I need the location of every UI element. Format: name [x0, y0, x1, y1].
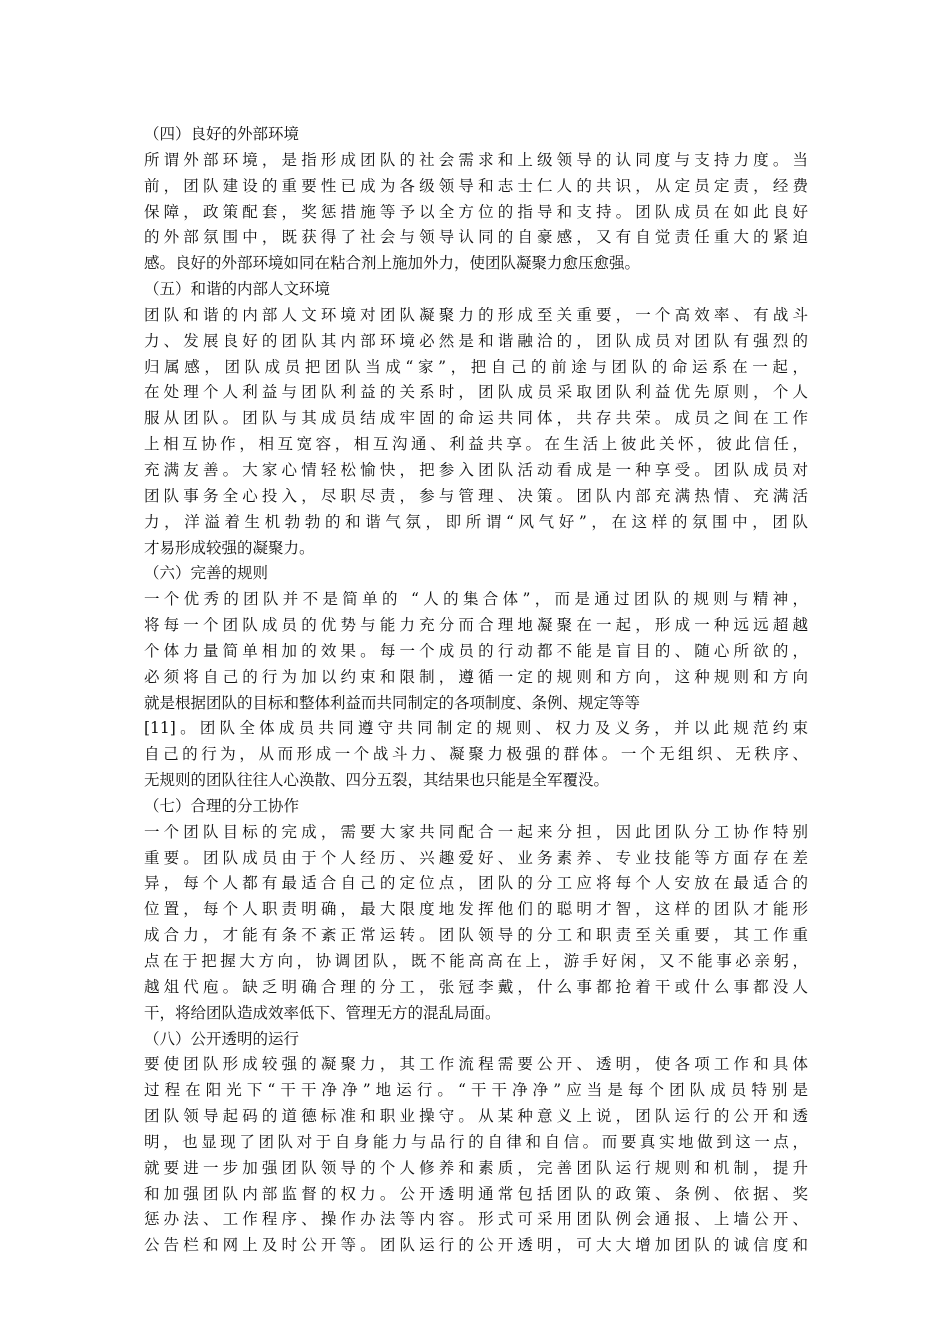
paragraph-line: 归属感，团队成员把团队当成“家”，把自己的前途与团队的命运系在一起， — [144, 357, 808, 376]
paragraph-line: 一个团队目标的完成，需要大家共同配合一起来分担，因此团队分工协作特别 — [144, 822, 808, 841]
paragraph-line: 团队和谐的内部人文环境对团队凝聚力的形成至关重要，一个高效率、有战斗 — [144, 305, 808, 324]
paragraph-line: 自己的行为，从而形成一个战斗力、凝聚力极强的群体。一个无组织、无秩序、 — [144, 745, 808, 764]
paragraph-line: 力、发展良好的团队其内部环境必然是和谐融洽的，团队成员对团队有强烈的 — [144, 331, 808, 350]
paragraph-line: 明，也显现了团队对于自身能力与品行的自律和自信。而要真实地做到这一点， — [144, 1132, 808, 1151]
paragraph-line: 干，将给团队造成效率低下、管理无方的混乱局面。 — [144, 1003, 501, 1022]
paragraph-line: 必须将自己的行为加以约束和限制，遵循一定的规则和方向，这种规则和方向 — [144, 667, 808, 686]
paragraph-line: 的外部氛围中，既获得了社会与领导认同的自豪感，又有自觉责任重大的紧迫 — [144, 228, 808, 247]
document-body — [144, 122, 808, 1259]
paragraph-line: 成合力，才能有条不紊正常运转。团队领导的分工和职责至关重要，其工作重 — [144, 926, 808, 945]
paragraph-line: 就要进一步加强团队领导的个人修养和素质，完善团队运行规则和机制，提升 — [144, 1158, 808, 1177]
paragraph-line: 个体力量简单相加的效果。每一个成员的行动都不能是盲目的、随心所欲的， — [144, 641, 808, 660]
paragraph-line: 无规则的团队往往人心涣散、四分五裂，其结果也只能是全军覆没。 — [144, 771, 610, 790]
paragraph-line: 力，洋溢着生机勃勃的和谐气氛，即所谓“风气好”，在这样的氛围中，团队 — [144, 512, 808, 531]
paragraph-line: 服从团队。团队与其成员结成牢固的命运共同体，共存共荣。成员之间在工作 — [144, 409, 808, 428]
paragraph-line: [11]。团队全体成员共同遵守共同制定的规则、权力及义务，并以此规范约束 — [144, 719, 808, 738]
paragraph-line: 要使团队形成较强的凝聚力，其工作流程需要公开、透明，使各项工作和具体 — [144, 1055, 808, 1074]
paragraph-line: 团队事务全心投入，尽职尽责，参与管理、决策。团队内部充满热情、充满活 — [144, 486, 808, 505]
paragraph-line: 上相互协作，相互宽容，相互沟通、利益共享。在生活上彼此关怀，彼此信任， — [144, 435, 808, 454]
section-heading: （六）完善的规则 — [144, 564, 269, 583]
paragraph-line: 将每一个团队成员的优势与能力充分而合理地凝聚在一起，形成一种远远超越 — [144, 616, 808, 635]
paragraph-line: 团队领导起码的道德标准和职业操守。从某种意义上说，团队运行的公开和透 — [144, 1107, 808, 1126]
paragraph-line: 惩办法、工作程序、操作办法等内容。形式可采用团队例会通报、上墙公开、 — [144, 1210, 808, 1229]
paragraph-line: 保障，政策配套，奖惩措施等予以全方位的指导和支持。团队成员在如此良好 — [144, 202, 808, 221]
paragraph-line: 前，团队建设的重要性已成为各级领导和志士仁人的共识，从定员定责，经费 — [144, 176, 808, 195]
paragraph-line: 过程在阳光下“干干净净”地运行。“干干净净”应当是每个团队成员特别是 — [144, 1081, 808, 1100]
paragraph-line: 一个优秀的团队并不是简单的 “人的集合体”，而是通过团队的规则与精神， — [144, 590, 808, 609]
paragraph-line: 才易形成较强的凝聚力。 — [144, 538, 315, 557]
paragraph-line: 就是根据团队的目标和整体利益而共同制定的各项制度、条例、规定等等 — [144, 693, 641, 712]
paragraph-line: 点在于把握大方向，协调团队，既不能高高在上，游手好闲，又不能事必亲躬， — [144, 952, 808, 970]
section-heading: （八）公开透明的运行 — [144, 1029, 300, 1048]
paragraph-line: 越俎代庖。缺乏明确合理的分工，张冠李戴，什么事都抢着干或什么事都没人 — [144, 977, 808, 996]
paragraph-line: 公告栏和网上及时公开等。团队运行的公开透明，可大大增加团队的诚信度和 — [144, 1236, 808, 1255]
section-heading: （五）和谐的内部人文环境 — [144, 280, 331, 299]
paragraph-line: 和加强团队内部监督的权力。公开透明通常包括团队的政策、条例、依据、奖 — [144, 1184, 808, 1203]
paragraph-line: 感。良好的外部环境如同在粘合剂上施加外力，使团队凝聚力愈压愈强。 — [144, 254, 641, 273]
paragraph-line: 充满友善。大家心情轻松愉快，把参入团队活动看成是一种享受。团队成员对 — [144, 460, 808, 479]
paragraph-line: 重要。团队成员由于个人经历、兴趣爱好、业务素养、专业技能等方面存在差 — [144, 848, 808, 867]
section-heading: （四）良好的外部环境 — [144, 125, 300, 143]
section-heading: （七）合理的分工协作 — [144, 796, 300, 815]
paragraph-line: 异，每个人都有最适合自己的定位点，团队的分工应将每个人安放在最适合的 — [144, 874, 808, 893]
paragraph-line: 在处理个人利益与团队利益的关系时，团队成员采取团队利益优先原则，个人 — [144, 383, 808, 402]
paragraph-line: 位置，每个人职责明确，最大限度地发挥他们的聪明才智，这样的团队才能形 — [144, 900, 808, 919]
paragraph-line: 所谓外部环境，是指形成团队的社会需求和上级领导的认同度与支持力度。当 — [144, 150, 808, 169]
